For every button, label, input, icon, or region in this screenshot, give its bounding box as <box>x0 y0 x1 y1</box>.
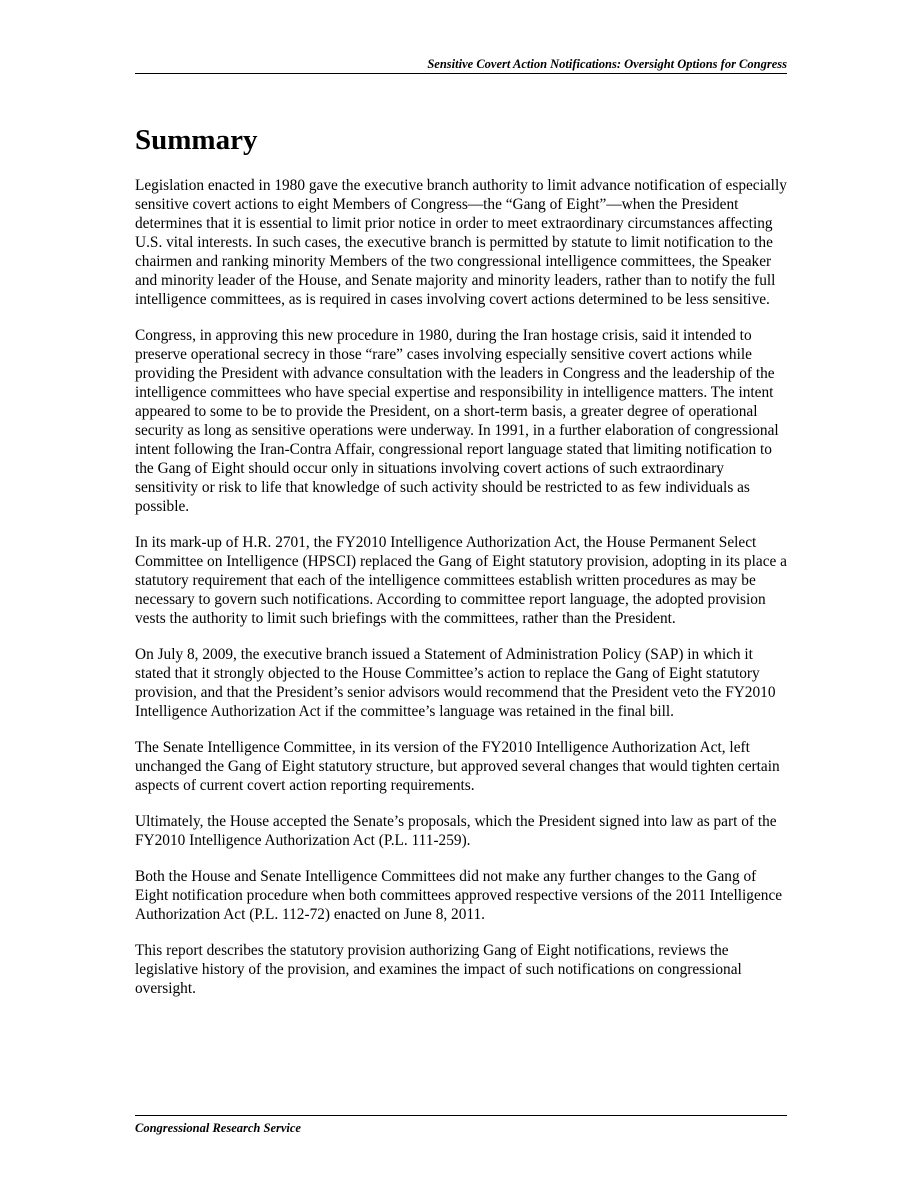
paragraph: In its mark-up of H.R. 2701, the FY2010 Intelligence Authorization Act, the House Permanent Select Committee on Intelligence (HPSCI) replaced the Gang of Eight statutory provision, adopting in its place a statutory requirement that each of the intelligence committees establish written procedures as may be necessary to govern such notifications. According to committee report language, the adopted provision vests the authority to limit such briefings with the committees, rather than the President. <box>135 534 787 627</box>
paragraph: This report describes the statutory provision authorizing Gang of Eight notifications, reviews the legislative history of the provision, and examines the impact of such notifications on congressional oversight. <box>135 942 742 997</box>
paragraph: Ultimately, the House accepted the Senate’s proposals, which the President signed into law as part of the FY2010 Intelligence Authorization Act (P.L. 111-259). <box>135 813 777 849</box>
summary-body <box>135 176 787 1015</box>
running-header: Sensitive Covert Action Notifications: Oversight Options for Congress <box>427 57 787 71</box>
footer-divider <box>135 1115 787 1116</box>
paragraph: On July 8, 2009, the executive branch issued a Statement of Administration Policy (SAP) in which it stated that it strongly objected to the House Committee’s action to replace the Gang of Eight statutory provision, and that the President’s senior advisors would recommend that the President veto the FY2010 Intelligence Authorization Act if the committee’s language was retained in the final bill. <box>135 646 776 720</box>
paragraph: The Senate Intelligence Committee, in its version of the FY2010 Intelligence Authorization Act, left unchanged the Gang of Eight statutory structure, but approved several changes that would tighten certain aspects of current covert action reporting requirements. <box>135 739 780 794</box>
paragraph: Congress, in approving this new procedure in 1980, during the Iran hostage crisis, said it intended to preserve operational secrecy in those “rare” cases involving especially sensitive covert actions while providing the President with advance consultation with the leaders in Congress and the leadership of the intelligence committees who have special expertise and responsibility in intelligence matters. The intent appeared to some to be to provide the President, on a short-term basis, a greater degree of operational security as long as sensitive operations were underway. In 1991, in a further elaboration of congressional intent following the Iran-Contra Affair, congressional report language stated that limiting notification to the Gang of Eight should occur only in situations involving covert actions of such extraordinary sensitivity or risk to life that knowledge of such activity should be restricted to as few individuals as possible. <box>135 327 779 515</box>
header-divider <box>135 73 787 74</box>
page-title: Summary <box>135 124 258 156</box>
paragraph: Both the House and Senate Intelligence Committees did not make any further changes to the Gang of Eight notification procedure when both committees approved respective versions of the 2011 Intelligence Authorization Act (P.L. 112-72) enacted on June 8, 2011. <box>135 868 783 923</box>
running-footer: Congressional Research Service <box>135 1121 301 1135</box>
paragraph: Legislation enacted in 1980 gave the executive branch authority to limit advance notification of especially sensitive covert actions to eight Members of Congress—the “Gang of Eight”—when the President determines that it is essential to limit prior notice in order to meet extraordinary circumstances affecting U.S. vital interests. In such cases, the executive branch is permitted by statute to limit notification to the chairmen and ranking minority Members of the two congressional intelligence committees, the Speaker and minority leader of the House, and Senate majority and minority leaders, rather than to notify the full intelligence committees, as is required in cases involving covert actions determined to be less sensitive. <box>135 177 787 308</box>
